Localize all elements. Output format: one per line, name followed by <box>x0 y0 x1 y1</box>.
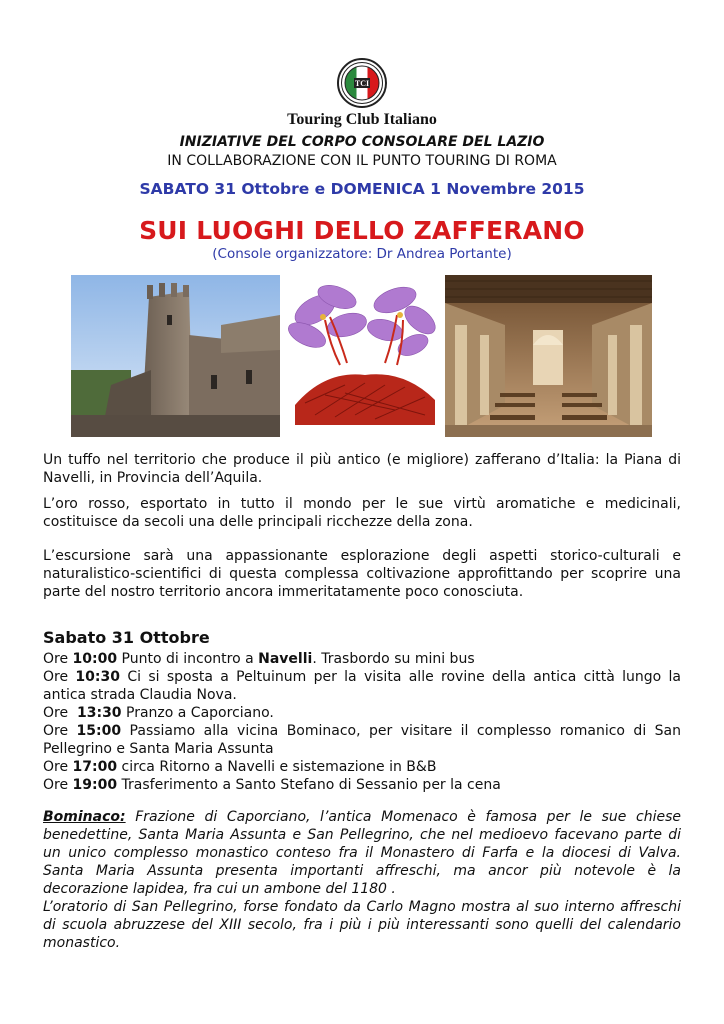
initiative-heading: INIZIATIVE DEL CORPO CONSOLARE DEL LAZIO <box>179 134 545 150</box>
schedule-item: Ore 15:00 Passiamo alla vicina Bominaco, per visitare il complesso romanico di San Pellegrino e Santa Maria Assunta <box>43 723 681 757</box>
schedule-time: 19:00 <box>72 777 118 793</box>
organizer-line: (Console organizzatore: Dr Andrea Portante) <box>212 246 512 262</box>
church-interior-photo <box>445 275 652 437</box>
event-date: SABATO 31 Ottobre e DOMENICA 1 Novembre 2015 <box>139 180 585 198</box>
bominaco-text-2: L’oratorio di San Pellegrino, forse fondato da Carlo Magno mostra al suo interno affreschi di scuola abruzzese del XIII secolo, fra i più i più interessanti sono quelli del calendario monastico. <box>43 899 681 951</box>
bominaco-note <box>43 808 681 952</box>
logo-monogram: TCI <box>354 79 370 88</box>
schedule-time: 15:00 <box>76 723 122 739</box>
bominaco-label: Bominaco: <box>43 809 126 825</box>
intro-paragraph-1: Un tuffo nel territorio che produce il più antico (e migliore) zafferano d’Italia: la Piana di Navelli, in Provincia dell’Aquila. <box>43 452 681 486</box>
schedule-item: Ore 10:00 Punto di incontro a Navelli. Trasbordo su mini bus <box>43 651 475 667</box>
bominaco-text-1: Frazione di Caporciano, l’antica Momenaco è famosa per le sue chiese benedettine, Santa Maria Assunta e San Pellegrino, che nel medioevo facevano parte di un unico complesso monastico conteso fra il Monastero di Farfa e la diocesi di Valva. Santa Maria Assunta presenta importanti affreschi, ma ancor più notevole è la decorazione lapidea, fra cui un ambone del 1180 . <box>43 809 681 897</box>
tci-logo <box>337 58 387 108</box>
saturday-heading: Sabato 31 Ottobre <box>43 628 210 647</box>
schedule-time: 10:00 <box>72 651 118 667</box>
schedule-time: 10:30 <box>75 669 120 685</box>
saffron-photo <box>285 275 440 437</box>
intro-paragraph-2: L’oro rosso, esportato in tutto il mondo per le sue virtù aromatiche e medicinali, costituisce da secoli una delle principali ricchezze della zona. <box>43 496 681 530</box>
schedule-item: Ore 17:00 circa Ritorno a Navelli e sistemazione in B&B <box>43 759 437 775</box>
schedule-item: Ore 19:00 Trasferimento a Santo Stefano di Sessanio per la cena <box>43 777 501 793</box>
schedule-item: Ore 13:30 Pranzo a Caporciano. <box>43 705 274 721</box>
event-title: SUI LUOGHI DELLO ZAFFERANO <box>139 216 585 245</box>
castle-photo <box>71 275 280 437</box>
collaboration-line: IN COLLABORAZIONE CON IL PUNTO TOURING DI ROMA <box>167 153 557 169</box>
intro-paragraph-3: L’escursione sarà una appassionante esplorazione degli aspetti storico-culturali e naturalistico-scientifici di questa complessa coltivazione approfittando per scoprire una parte del nostro territorio ancora immeritatamente poco conosciuta. <box>43 548 681 600</box>
saturday-schedule <box>43 650 681 794</box>
schedule-time: 13:30 <box>76 705 122 721</box>
schedule-time: 17:00 <box>72 759 118 775</box>
schedule-item: Ore 10:30 Ci si sposta a Peltuinum per la visita alle rovine della antica città lungo la antica strada Claudia Nova. <box>43 669 682 703</box>
brand-name: Touring Club Italiano <box>287 111 437 128</box>
